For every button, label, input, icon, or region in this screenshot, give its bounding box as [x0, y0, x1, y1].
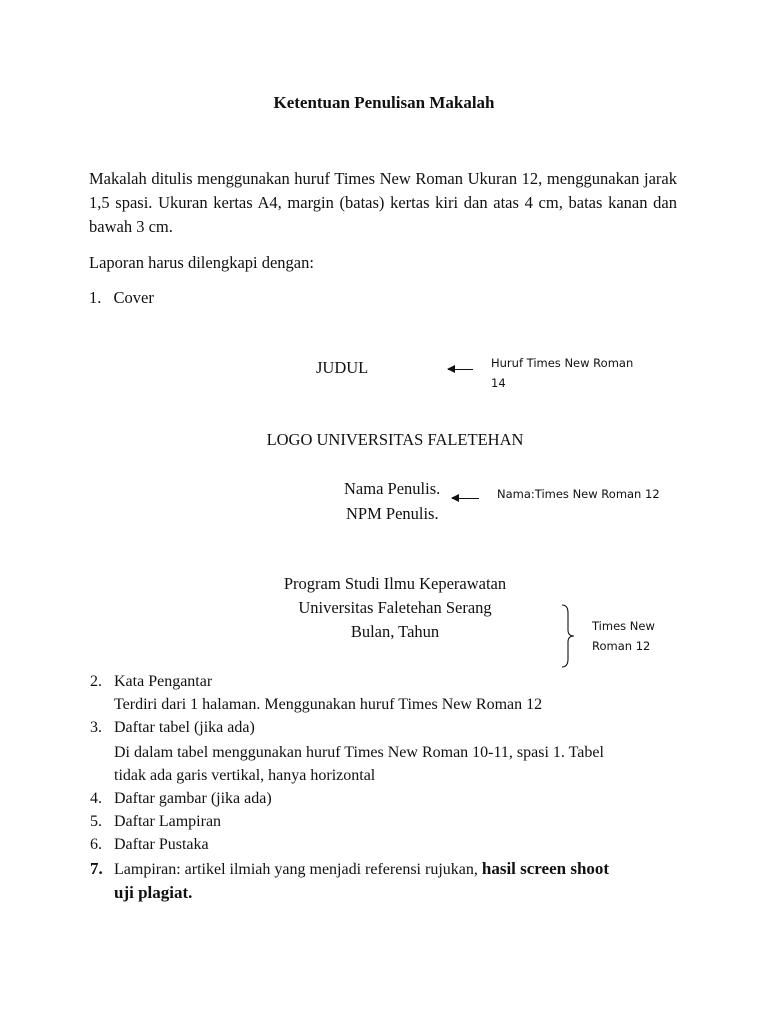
list-item-text: Lampiran: artikel ilmiah yang menjadi referensi rujukan,: [114, 861, 482, 878]
list-number: 7.: [90, 859, 103, 878]
list-item-6: [90, 833, 690, 856]
list-item-5: [90, 810, 690, 833]
arrow-left-icon: [452, 498, 479, 499]
list-item-3: [90, 716, 690, 787]
intro-text: Laporan harus dilengkapi dengan:: [89, 253, 314, 272]
list-item-text: Daftar gambar (jika ada): [114, 790, 272, 807]
list-item-bold-text: hasil screen shoot: [481, 859, 610, 878]
list-number: 2.: [90, 673, 102, 690]
list-number: 6.: [90, 836, 102, 853]
list-number: 4.: [90, 790, 102, 807]
list-item-7: [90, 857, 690, 904]
requirements-list: [90, 670, 690, 904]
document-title: Ketentuan Penulisan Makalah: [273, 93, 495, 112]
list-item-detail-2: tidak ada garis vertikal, hanya horizontal: [114, 767, 376, 784]
cover-judul: JUDUL: [316, 358, 369, 377]
list-item-bold-text-2: uji plagiat.: [114, 883, 193, 902]
brace-font-note-line2: Roman 12: [592, 639, 651, 653]
list-item-text: Kata Pengantar: [114, 673, 213, 690]
arrow-left-icon: [448, 369, 473, 370]
brace-font-note-line1: Times New: [592, 619, 655, 633]
list-item-text: Cover: [113, 288, 154, 307]
judul-font-note-line2: 14: [491, 376, 506, 390]
list-item-text: Daftar Pustaka: [114, 836, 209, 853]
list-number: 5.: [90, 813, 102, 830]
judul-font-note-line1: Huruf Times New Roman: [491, 356, 634, 370]
paragraph-formatting-rules: Makalah ditulis menggunakan huruf Times New Roman Ukuran 12, menggunakan jarak 1,5 spasi. Ukuran kertas A4, margin (batas) kertas kiri dan atas 4 cm, batas kanan dan bawah 3 cm.: [89, 169, 677, 236]
list-item-detail: Di dalam tabel menggunakan huruf Times New Roman 10-11, spasi 1. Tabel: [114, 744, 604, 761]
list-item-4: [90, 787, 690, 810]
list-item-1: [89, 288, 154, 308]
cover-program: Program Studi Ilmu Keperawatan: [283, 574, 507, 593]
list-number: 3.: [90, 719, 102, 736]
list-item-detail: Terdiri dari 1 halaman. Menggunakan huruf Times New Roman 12: [114, 696, 543, 713]
cover-logo-text: LOGO UNIVERSITAS FALETEHAN: [266, 430, 524, 449]
list-number: 1.: [89, 288, 102, 307]
right-brace-icon: [558, 603, 580, 669]
cover-author-npm: NPM Penulis.: [346, 504, 439, 523]
cover-date: Bulan, Tahun: [350, 622, 440, 641]
list-item-text: Daftar Lampiran: [114, 813, 222, 830]
cover-university: Universitas Faletehan Serang: [298, 598, 492, 617]
list-item-text: Daftar tabel (jika ada): [114, 719, 255, 736]
list-item-2: [90, 670, 690, 716]
author-font-note: Nama:Times New Roman 12: [497, 487, 660, 501]
cover-author-name: Nama Penulis.: [344, 479, 441, 498]
